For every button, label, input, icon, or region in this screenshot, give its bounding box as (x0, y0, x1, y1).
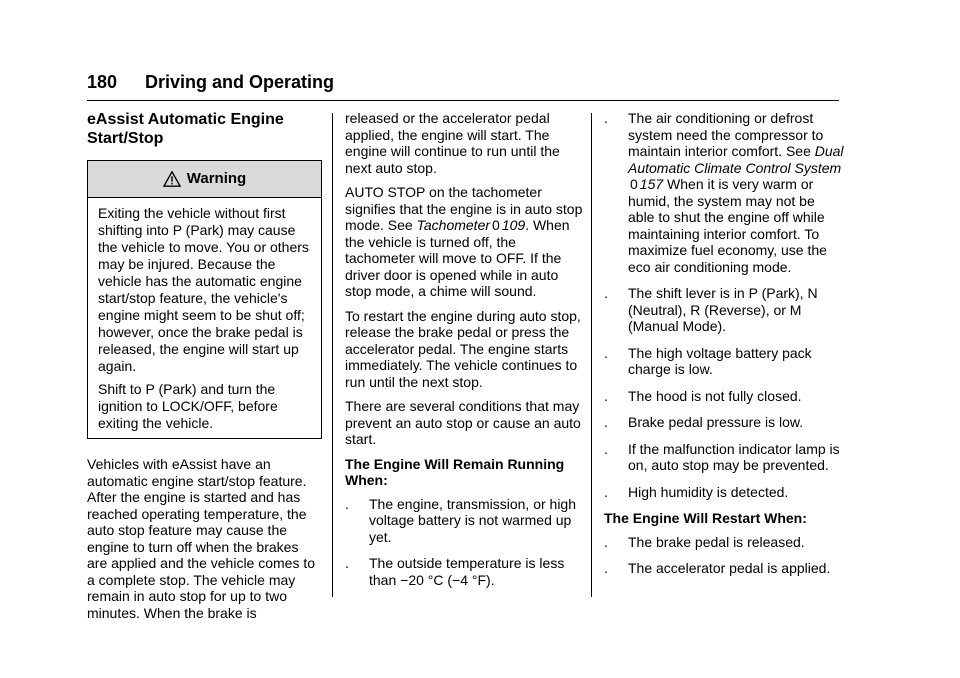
list-item: . The accelerator pedal is applied. (604, 560, 831, 576)
column-divider (332, 113, 333, 597)
list-item: . Brake pedal pressure is low. (604, 414, 804, 430)
bullet: . (345, 495, 349, 512)
list-item: . The brake pedal is released. (604, 533, 805, 550)
column-divider (591, 113, 592, 597)
bullet: . (604, 483, 608, 500)
tachometer-page-ref[interactable]: 109 (501, 217, 526, 233)
bullet: . (604, 560, 608, 576)
page-reference-arrow-icon: 0 (630, 176, 638, 192)
warning-box (87, 160, 322, 439)
bullet: . (604, 110, 608, 126)
remain-running-list (345, 496, 585, 589)
article-heading: eAssist Automatic Engine Start/Stop (87, 111, 284, 147)
body-paragraph: There are several conditions that may prevent an auto stop or cause an auto start. (345, 398, 581, 447)
list-item: . The air conditioning or defrost system need the compressor to maintain interior comfort. See Dual Automatic Climate Control System0 157 When it is very warm or humid, the system may not be able to shut the engine off while maintaining interior comfort. To maximize fuel economy, use the eco air conditioning mode. (604, 110, 844, 275)
remain-running-list-cont (604, 110, 844, 500)
list-item: . The high voltage battery pack charge is low. (604, 344, 812, 377)
list-item: . If the malfunction indicator lamp is on, auto stop may be prevented. (604, 440, 840, 473)
body-paragraph: released or the accelerator pedal applied, the engine will start. The engine will continue to run until the next auto stop. (345, 110, 560, 176)
section-title: Driving and Operating (145, 72, 335, 92)
column-3 (604, 110, 844, 587)
subheading-restart: The Engine Will Restart When: (604, 510, 807, 526)
bullet: . (604, 285, 608, 301)
tachometer-link[interactable]: Tachometer (416, 217, 491, 233)
column-1 (87, 110, 322, 629)
bullet: . (345, 555, 349, 571)
bullet: . (604, 440, 608, 457)
warning-triangle-icon (163, 170, 181, 188)
header-rule (87, 100, 839, 101)
warning-header (88, 161, 321, 198)
list-item: . High humidity is detected. (604, 483, 789, 500)
list-item: . The shift lever is in P (Park), N (Neutral), R (Reverse), or M (Manual Mode). (604, 285, 818, 334)
list-item: . The outside temperature is less than −20 °C (−4 °F). (345, 555, 565, 588)
warning-paragraph: Shift to P (Park) and turn the ignition to LOCK/OFF, before exiting the vehicle. (98, 381, 278, 431)
bullet: . (604, 387, 608, 404)
page-header (87, 72, 839, 100)
restart-list (604, 534, 844, 577)
bullet: . (604, 414, 608, 430)
page-reference-arrow-icon: 0 (492, 217, 500, 233)
column-2 (345, 110, 585, 598)
warning-body (88, 198, 321, 438)
bullet: . (604, 344, 608, 361)
list-item: . The hood is not fully closed. (604, 387, 802, 404)
bullet: . (604, 533, 608, 550)
climate-control-page-ref[interactable]: 157 (639, 176, 664, 192)
subheading-remain-running: The Engine Will Remain Running When: (345, 455, 565, 488)
warning-label: Warning (186, 169, 247, 187)
page-number: 180 (87, 72, 118, 92)
body-paragraph: AUTO STOP on the tachometer signifies that the engine is in auto stop mode. See Tachometer 0 109. When the vehicle is turned off, the tachometer will move to OFF. If the driver door is opened while in auto stop mode, a chime will sound. (345, 184, 583, 299)
climate-control-link[interactable]: Dual Automatic Climate Control System (628, 143, 844, 176)
body-paragraph: Vehicles with eAssist have an automatic engine start/stop feature. After the engine is started and has reached operating temperature, the auto stop feature may cause the engine to turn off when the brakes are applied and the vehicle comes to a complete stop. The vehicle may remain in auto stop for up to two minutes. When the brake is (87, 456, 316, 621)
warning-paragraph: Exiting the vehicle without first shifting into P (Park) may cause the vehicle to move. You or others may be injured. Because the vehicle has the automatic engine start/stop feature, the vehicle's engine might seem to be shut off; however, once the brake pedal is released, the engine will start up again. (98, 205, 309, 374)
body-paragraph: To restart the engine during auto stop, release the brake pedal or press the accelerator pedal. The engine starts immediately. The vehicle continues to run until the next stop. (345, 307, 581, 390)
list-item: . The engine, transmission, or high voltage battery is not warmed up yet. (345, 495, 576, 545)
